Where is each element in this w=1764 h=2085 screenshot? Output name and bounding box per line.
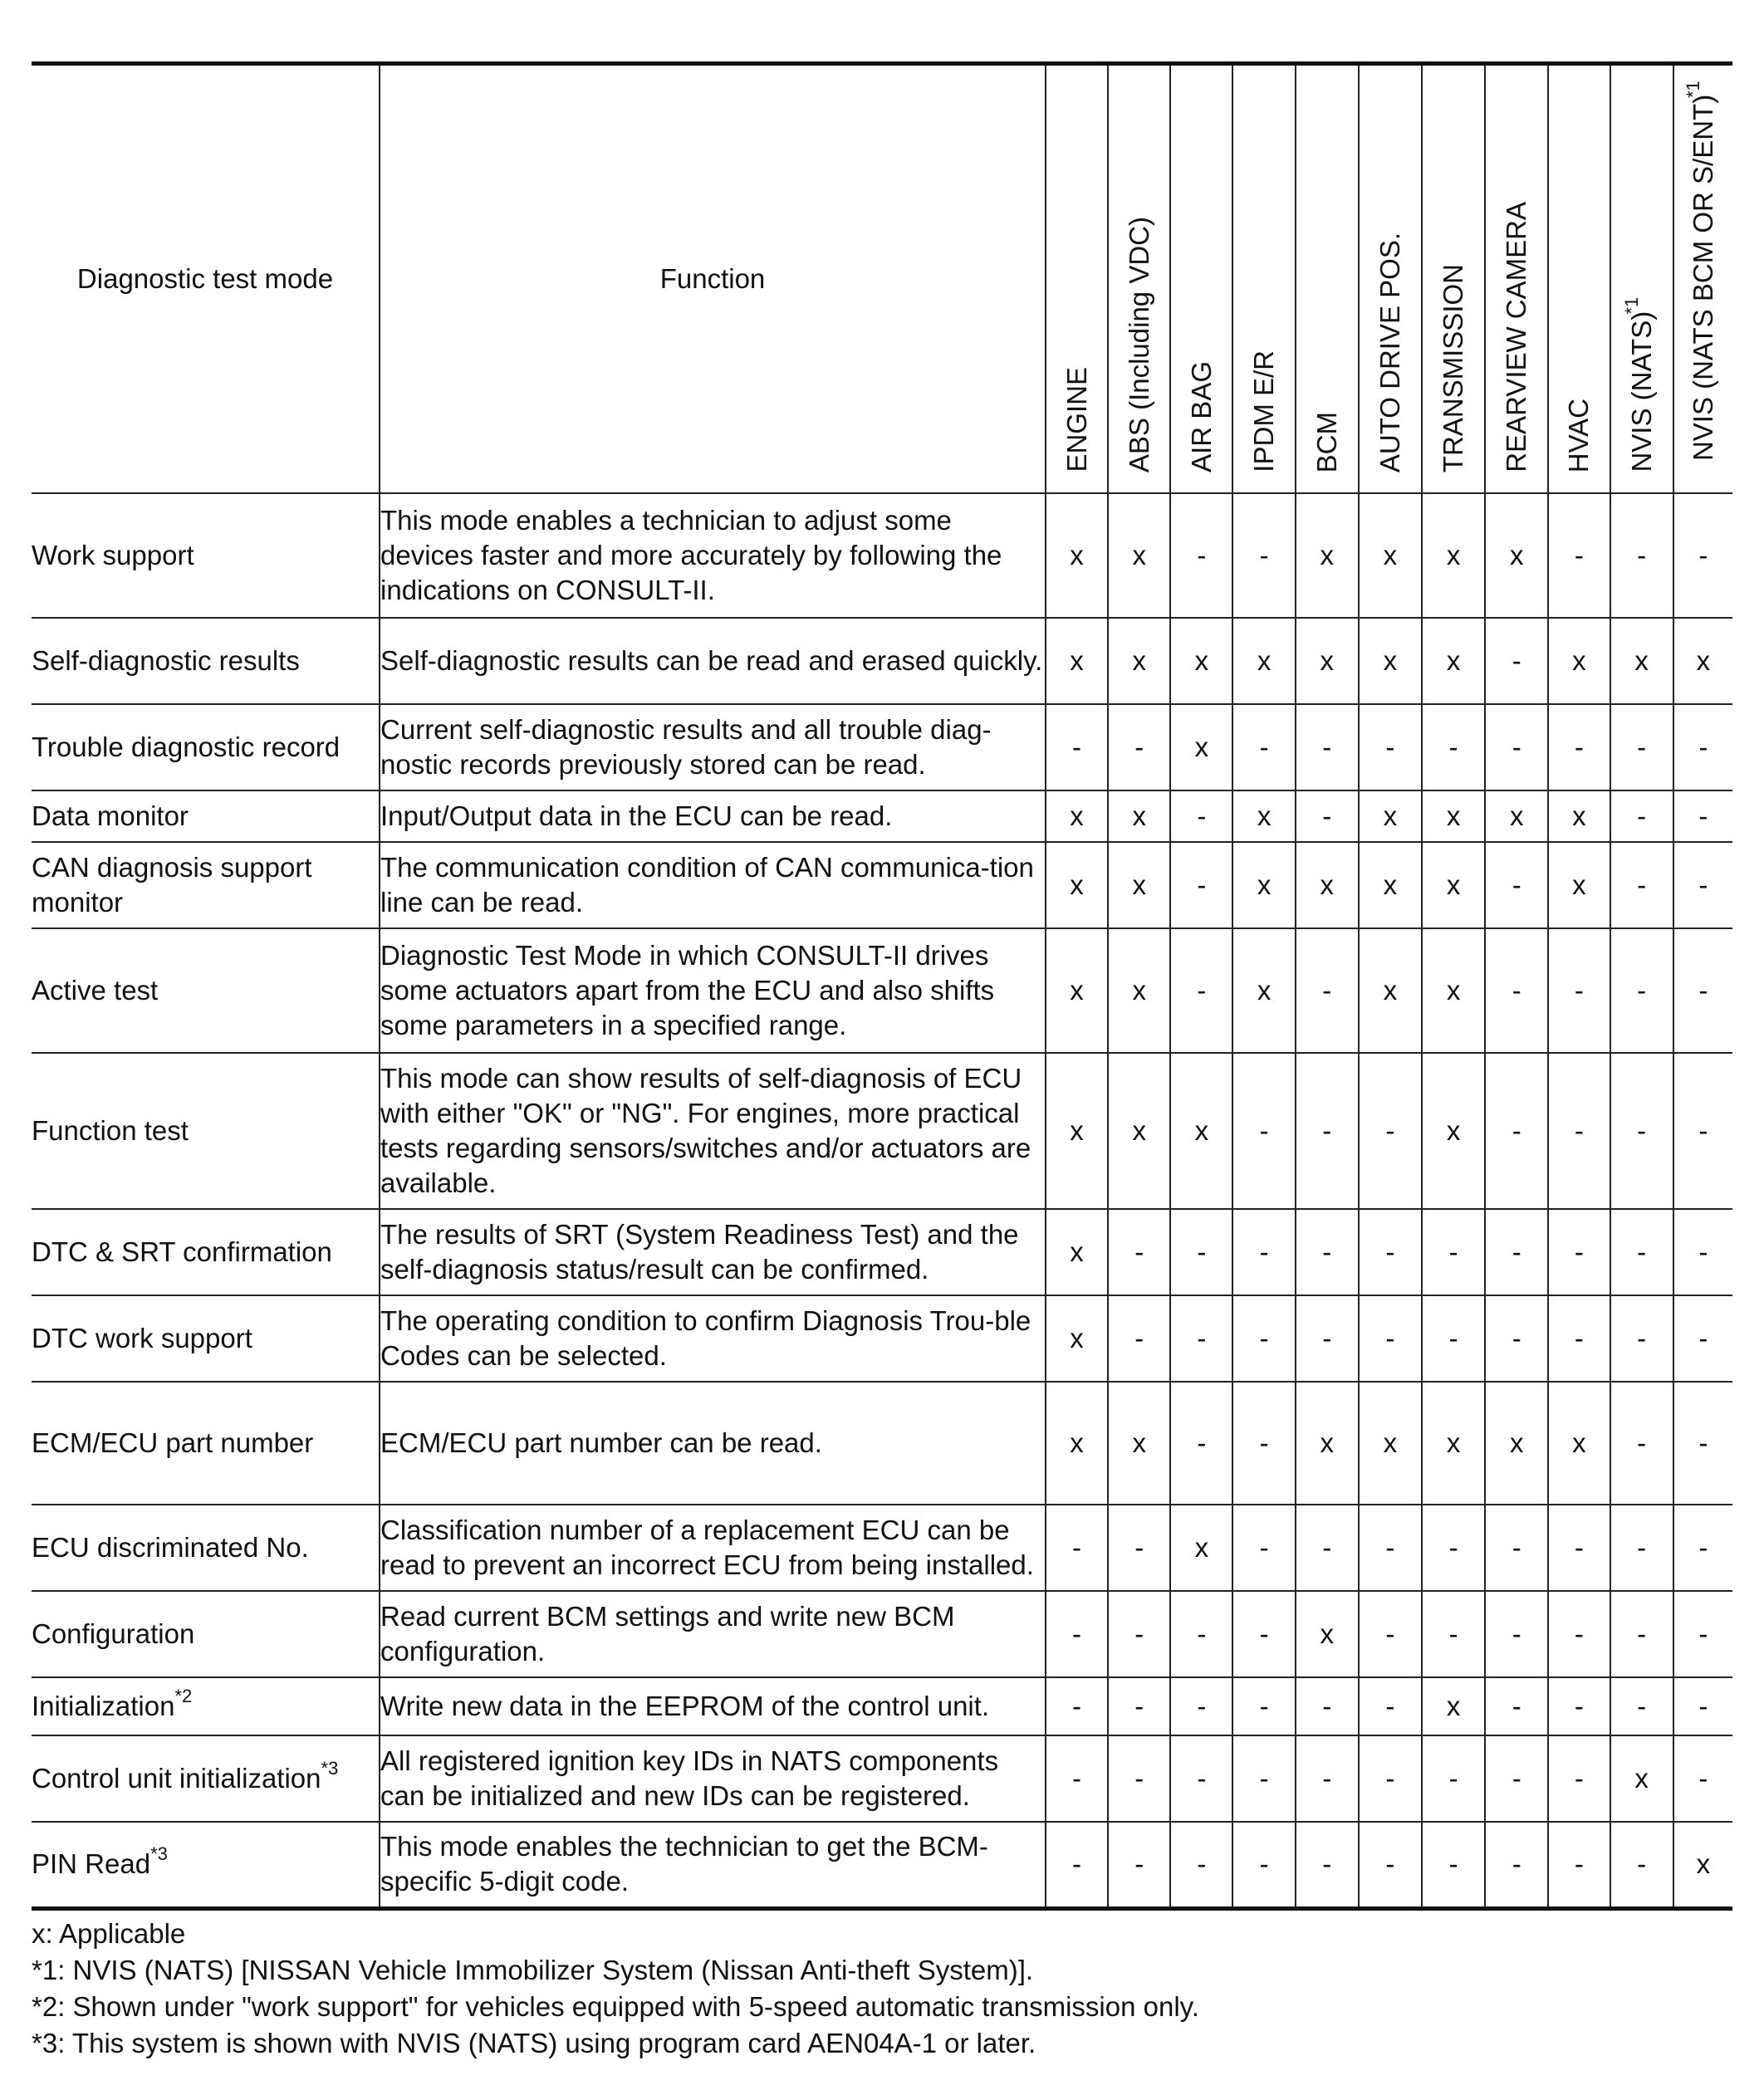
applicability-mark: - xyxy=(1232,1591,1295,1677)
applicability-mark: - xyxy=(1422,1295,1485,1382)
applicability-mark: - xyxy=(1673,1209,1732,1295)
applicability-mark: - xyxy=(1673,1505,1732,1591)
applicability-mark: - xyxy=(1359,1053,1422,1209)
table-row xyxy=(32,1053,1732,1209)
table-row xyxy=(32,1591,1732,1677)
applicability-mark: - xyxy=(1673,1382,1732,1505)
mode-name: Function test xyxy=(32,1115,189,1146)
applicability-mark: - xyxy=(1610,1505,1673,1591)
applicability-mark: - xyxy=(1108,704,1170,790)
applicability-mark: - xyxy=(1422,1591,1485,1677)
table-header-row xyxy=(32,64,1732,494)
applicability-mark: x xyxy=(1296,1382,1359,1505)
function-cell: This mode enables a technician to adjust some devices faster and more accurately by following the indications on CONSULT-II. xyxy=(380,493,1046,618)
footnote-ref: *2 xyxy=(174,1686,193,1706)
applicability-mark: x xyxy=(1548,842,1610,928)
table-row xyxy=(32,1822,1732,1908)
applicability-mark: x xyxy=(1046,1209,1108,1295)
mode-cell xyxy=(32,1677,380,1735)
table-row xyxy=(32,704,1732,790)
applicability-mark: - xyxy=(1296,1295,1359,1382)
applicability-mark: x xyxy=(1108,493,1170,618)
system-label-text: HVAC xyxy=(1563,398,1595,472)
diagnostic-mode-table xyxy=(32,61,1732,1911)
footnote-ref: *1 xyxy=(1620,297,1642,316)
mode-name: DTC & SRT confirmation xyxy=(32,1236,332,1267)
applicability-mark: - xyxy=(1548,1677,1610,1735)
function-cell: Write new data in the EEPROM of the control unit. xyxy=(380,1677,1046,1735)
applicability-mark: - xyxy=(1296,704,1359,790)
mode-name: Self-diagnostic results xyxy=(32,645,300,676)
applicability-mark: x xyxy=(1359,618,1422,704)
mode-cell xyxy=(32,1822,380,1908)
applicability-mark: - xyxy=(1610,704,1673,790)
applicability-mark: - xyxy=(1232,1505,1295,1591)
table-row xyxy=(32,1735,1732,1822)
table-row xyxy=(32,1382,1732,1505)
mode-cell xyxy=(32,704,380,790)
system-column-header xyxy=(1296,64,1359,494)
applicability-mark: x xyxy=(1485,1382,1548,1505)
footnote-line: x: Applicable xyxy=(32,1917,186,1949)
applicability-mark: - xyxy=(1610,1677,1673,1735)
applicability-mark: x xyxy=(1046,928,1108,1053)
applicability-mark: x xyxy=(1046,1053,1108,1209)
footnote-line: *1: NVIS (NATS) [NISSAN Vehicle Immobilizer System (Nissan Anti-theft System)]. xyxy=(32,1954,1034,1985)
applicability-mark: x xyxy=(1610,1735,1673,1822)
applicability-mark: - xyxy=(1170,928,1232,1053)
applicability-mark: - xyxy=(1108,1677,1170,1735)
mode-cell xyxy=(32,1591,380,1677)
applicability-mark: - xyxy=(1359,1505,1422,1591)
function-cell: This mode enables the technician to get the BCM-specific 5-digit code. xyxy=(380,1822,1046,1908)
applicability-mark: x xyxy=(1296,842,1359,928)
applicability-mark: - xyxy=(1673,493,1732,618)
system-column-header xyxy=(1485,64,1548,494)
applicability-mark: - xyxy=(1673,1735,1732,1822)
footnote-ref: *3 xyxy=(321,1758,339,1779)
applicability-mark: x xyxy=(1422,928,1485,1053)
applicability-mark: x xyxy=(1673,1822,1732,1908)
system-label xyxy=(1561,399,1596,472)
applicability-mark: - xyxy=(1232,493,1295,618)
applicability-mark: - xyxy=(1108,1591,1170,1677)
applicability-mark: x xyxy=(1673,618,1732,704)
mode-cell xyxy=(32,790,380,842)
mode-cell xyxy=(32,1505,380,1591)
applicability-mark: - xyxy=(1108,1822,1170,1908)
applicability-mark: - xyxy=(1422,1735,1485,1822)
applicability-mark: - xyxy=(1485,1677,1548,1735)
system-label-text: AUTO DRIVE POS. xyxy=(1374,232,1405,472)
applicability-mark: - xyxy=(1170,1677,1232,1735)
applicability-mark: - xyxy=(1673,1295,1732,1382)
applicability-mark: - xyxy=(1548,704,1610,790)
table-row xyxy=(32,493,1732,618)
applicability-mark: - xyxy=(1485,1735,1548,1822)
applicability-mark: - xyxy=(1359,1735,1422,1822)
system-column-header xyxy=(1610,64,1673,494)
applicability-mark: - xyxy=(1170,1591,1232,1677)
system-label-text: AIR BAG xyxy=(1185,361,1217,472)
system-column-header xyxy=(1359,64,1422,494)
applicability-mark: x xyxy=(1108,618,1170,704)
applicability-mark: - xyxy=(1359,1295,1422,1382)
applicability-mark: x xyxy=(1359,1382,1422,1505)
footnote-ref: *3 xyxy=(150,1843,168,1865)
applicability-mark: - xyxy=(1170,493,1232,618)
function-cell: Classification number of a replacement ECU can be read to prevent an incorrect ECU from being installed. xyxy=(380,1505,1046,1591)
mode-name: Data monitor xyxy=(32,800,189,831)
applicability-mark: - xyxy=(1548,1591,1610,1677)
applicability-mark: x xyxy=(1170,1505,1232,1591)
system-column-header xyxy=(1170,64,1232,494)
table-row xyxy=(32,1295,1732,1382)
applicability-mark: - xyxy=(1610,1209,1673,1295)
footnotes xyxy=(32,1916,1732,2062)
applicability-mark: - xyxy=(1485,1505,1548,1591)
applicability-mark: x xyxy=(1296,1591,1359,1677)
applicability-mark: x xyxy=(1296,493,1359,618)
applicability-mark: x xyxy=(1232,842,1295,928)
applicability-mark: - xyxy=(1422,1209,1485,1295)
footnote-line: *2: Shown under "work support" for vehicles equipped with 5-speed automatic transmission only. xyxy=(32,1990,1199,2022)
applicability-mark: - xyxy=(1108,1735,1170,1822)
applicability-mark: x xyxy=(1046,842,1108,928)
system-column-header xyxy=(1046,64,1108,494)
mode-cell xyxy=(32,1735,380,1822)
function-cell: Current self-diagnostic results and all trouble diag-nostic records previously stored can be read. xyxy=(380,704,1046,790)
applicability-mark: x xyxy=(1548,790,1610,842)
applicability-mark: - xyxy=(1422,1505,1485,1591)
applicability-mark: - xyxy=(1232,1295,1295,1382)
system-label xyxy=(1436,264,1471,472)
applicability-mark: - xyxy=(1359,1822,1422,1908)
mode-cell xyxy=(32,1382,380,1505)
applicability-mark: x xyxy=(1170,1053,1232,1209)
applicability-mark: - xyxy=(1232,1382,1295,1505)
applicability-mark: x xyxy=(1422,1053,1485,1209)
applicability-mark: - xyxy=(1610,493,1673,618)
mode-cell xyxy=(32,618,380,704)
applicability-mark: x xyxy=(1046,790,1108,842)
applicability-mark: x xyxy=(1359,493,1422,618)
system-label-text: NVIS (NATS BCM OR S/ENT) xyxy=(1687,94,1718,462)
applicability-mark: - xyxy=(1485,1053,1548,1209)
system-label xyxy=(1310,412,1345,472)
applicability-mark: - xyxy=(1673,928,1732,1053)
function-cell: Self-diagnostic results can be read and erased quickly. xyxy=(380,618,1046,704)
applicability-mark: - xyxy=(1610,1053,1673,1209)
applicability-mark: x xyxy=(1108,842,1170,928)
applicability-mark: - xyxy=(1108,1505,1170,1591)
applicability-mark: x xyxy=(1170,618,1232,704)
applicability-mark: - xyxy=(1296,1505,1359,1591)
applicability-mark: - xyxy=(1296,1209,1359,1295)
applicability-mark: - xyxy=(1046,1591,1108,1677)
function-cell: Read current BCM settings and write new BCM configuration. xyxy=(380,1591,1046,1677)
applicability-mark: - xyxy=(1232,1053,1295,1209)
function-cell: All registered ignition key IDs in NATS components can be initialized and new IDs can be registered. xyxy=(380,1735,1046,1822)
applicability-mark: - xyxy=(1548,1735,1610,1822)
applicability-mark: x xyxy=(1046,618,1108,704)
function-cell: The operating condition to confirm Diagnosis Trou-ble Codes can be selected. xyxy=(380,1295,1046,1382)
applicability-mark: - xyxy=(1673,842,1732,928)
applicability-mark: - xyxy=(1610,1591,1673,1677)
applicability-mark: - xyxy=(1170,842,1232,928)
applicability-mark: - xyxy=(1548,928,1610,1053)
applicability-mark: x xyxy=(1422,790,1485,842)
table-body xyxy=(32,493,1732,1908)
header-function xyxy=(380,64,1046,494)
applicability-mark: - xyxy=(1673,790,1732,842)
function-cell: Input/Output data in the ECU can be read. xyxy=(380,790,1046,842)
applicability-mark: - xyxy=(1170,1822,1232,1908)
applicability-mark: - xyxy=(1170,790,1232,842)
applicability-mark: - xyxy=(1359,1591,1422,1677)
applicability-mark: - xyxy=(1548,1053,1610,1209)
applicability-mark: - xyxy=(1485,1209,1548,1295)
header-diagnostic-test-mode xyxy=(32,64,380,494)
applicability-mark: x xyxy=(1046,1382,1108,1505)
applicability-mark: - xyxy=(1046,1677,1108,1735)
applicability-mark: x xyxy=(1296,618,1359,704)
applicability-mark: - xyxy=(1610,790,1673,842)
applicability-mark: - xyxy=(1046,704,1108,790)
applicability-mark: - xyxy=(1485,618,1548,704)
applicability-mark: - xyxy=(1422,1822,1485,1908)
applicability-mark: - xyxy=(1673,1591,1732,1677)
table-row xyxy=(32,928,1732,1053)
system-label xyxy=(1122,217,1157,472)
table-row xyxy=(32,842,1732,928)
system-label xyxy=(1682,77,1721,462)
applicability-mark: - xyxy=(1296,790,1359,842)
system-label-text: ABS (Including VDC) xyxy=(1123,216,1154,472)
applicability-mark: - xyxy=(1170,1209,1232,1295)
applicability-mark: - xyxy=(1548,1295,1610,1382)
applicability-mark: x xyxy=(1422,1677,1485,1735)
diagnostic-mode-document xyxy=(32,61,1732,2062)
applicability-mark: - xyxy=(1422,704,1485,790)
applicability-mark: - xyxy=(1359,1677,1422,1735)
system-label-text: TRANSMISSION xyxy=(1438,263,1469,472)
applicability-mark: - xyxy=(1548,1209,1610,1295)
mode-name: PIN Read xyxy=(32,1848,151,1880)
applicability-mark: x xyxy=(1610,618,1673,704)
applicability-mark: x xyxy=(1232,928,1295,1053)
footnote-ref: *1 xyxy=(1682,81,1703,98)
applicability-mark: x xyxy=(1046,1295,1108,1382)
function-cell: The communication condition of CAN communica-tion line can be read. xyxy=(380,842,1046,928)
applicability-mark: - xyxy=(1673,1677,1732,1735)
applicability-mark: - xyxy=(1485,1591,1548,1677)
applicability-mark: x xyxy=(1108,928,1170,1053)
applicability-mark: x xyxy=(1046,493,1108,618)
applicability-mark: - xyxy=(1232,1735,1295,1822)
system-label-text: IPDM E/R xyxy=(1248,350,1280,472)
system-label xyxy=(1373,232,1408,472)
system-label-text: BCM xyxy=(1311,411,1342,472)
applicability-mark: x xyxy=(1170,704,1232,790)
applicability-mark: - xyxy=(1485,704,1548,790)
applicability-mark: x xyxy=(1422,1382,1485,1505)
applicability-mark: - xyxy=(1548,493,1610,618)
mode-cell xyxy=(32,1053,380,1209)
applicability-mark: - xyxy=(1673,704,1732,790)
applicability-mark: - xyxy=(1296,928,1359,1053)
applicability-mark: - xyxy=(1485,1295,1548,1382)
applicability-mark: - xyxy=(1548,1505,1610,1591)
header-mode-label: Diagnostic test mode xyxy=(76,263,334,294)
system-label xyxy=(1620,294,1659,472)
mode-name: CAN diagnosis support monitor xyxy=(32,852,312,918)
mode-cell xyxy=(32,493,380,618)
applicability-mark: x xyxy=(1108,1053,1170,1209)
system-column-header xyxy=(1548,64,1610,494)
applicability-mark: x xyxy=(1485,493,1548,618)
applicability-mark: - xyxy=(1485,842,1548,928)
applicability-mark: - xyxy=(1673,1053,1732,1209)
applicability-mark: - xyxy=(1610,1822,1673,1908)
applicability-mark: - xyxy=(1170,1295,1232,1382)
applicability-mark: - xyxy=(1170,1735,1232,1822)
system-label xyxy=(1247,350,1281,472)
applicability-mark: - xyxy=(1610,842,1673,928)
applicability-mark: - xyxy=(1232,1822,1295,1908)
applicability-mark: x xyxy=(1359,790,1422,842)
applicability-mark: - xyxy=(1046,1505,1108,1591)
applicability-mark: - xyxy=(1170,1382,1232,1505)
applicability-mark: x xyxy=(1232,790,1295,842)
applicability-mark: - xyxy=(1548,1822,1610,1908)
applicability-mark: - xyxy=(1046,1822,1108,1908)
applicability-mark: - xyxy=(1296,1735,1359,1822)
system-column-header xyxy=(1422,64,1485,494)
applicability-mark: - xyxy=(1485,1822,1548,1908)
applicability-mark: - xyxy=(1610,1295,1673,1382)
table-row xyxy=(32,1677,1732,1735)
applicability-mark: - xyxy=(1046,1735,1108,1822)
mode-cell xyxy=(32,1295,380,1382)
system-label xyxy=(1060,367,1095,472)
header-function-label: Function xyxy=(659,263,766,294)
table-row xyxy=(32,790,1732,842)
table-row xyxy=(32,618,1732,704)
applicability-mark: - xyxy=(1610,1382,1673,1505)
applicability-mark: x xyxy=(1422,842,1485,928)
function-cell: This mode can show results of self-diagnosis of ECU with either "OK" or "NG". For engines, more practical tests regarding sensors/switches and/or actuators are available. xyxy=(380,1053,1046,1209)
applicability-mark: - xyxy=(1610,928,1673,1053)
applicability-mark: x xyxy=(1232,618,1295,704)
applicability-mark: - xyxy=(1108,1295,1170,1382)
function-cell: ECM/ECU part number can be read. xyxy=(380,1382,1046,1505)
footnote-line: *3: This system is shown with NVIS (NATS) using program card AEN04A-1 or later. xyxy=(32,2027,1036,2058)
applicability-mark: - xyxy=(1485,928,1548,1053)
mode-name: ECM/ECU part number xyxy=(32,1427,314,1458)
function-cell: The results of SRT (System Readiness Test) and the self-diagnosis status/result can be confirmed. xyxy=(380,1209,1046,1295)
table-row xyxy=(32,1505,1732,1591)
applicability-mark: x xyxy=(1422,493,1485,618)
mode-cell xyxy=(32,1209,380,1295)
applicability-mark: - xyxy=(1232,704,1295,790)
system-label-text: REARVIEW CAMERA xyxy=(1501,202,1532,472)
applicability-mark: - xyxy=(1296,1053,1359,1209)
system-label xyxy=(1184,361,1219,472)
applicability-mark: x xyxy=(1422,618,1485,704)
applicability-mark: - xyxy=(1359,1209,1422,1295)
applicability-mark: x xyxy=(1359,928,1422,1053)
applicability-mark: - xyxy=(1232,1677,1295,1735)
system-label-text: ENGINE xyxy=(1061,367,1092,472)
table-row xyxy=(32,1209,1732,1295)
system-column-header xyxy=(1108,64,1170,494)
applicability-mark: x xyxy=(1485,790,1548,842)
mode-name: Active test xyxy=(32,975,159,1006)
system-column-header xyxy=(1673,64,1732,494)
applicability-mark: - xyxy=(1296,1822,1359,1908)
system-column-header xyxy=(1232,64,1295,494)
applicability-mark: - xyxy=(1359,704,1422,790)
mode-cell xyxy=(32,842,380,928)
mode-name: DTC work support xyxy=(32,1323,252,1353)
mode-name: Control unit initialization xyxy=(32,1763,321,1794)
applicability-mark: - xyxy=(1296,1677,1359,1735)
applicability-mark: x xyxy=(1108,790,1170,842)
function-cell: Diagnostic Test Mode in which CONSULT-II drives some actuators apart from the ECU and also shifts some parameters in a specified range. xyxy=(380,928,1046,1053)
applicability-mark: x xyxy=(1108,1382,1170,1505)
applicability-mark: - xyxy=(1108,1209,1170,1295)
mode-name: Trouble diagnostic record xyxy=(32,732,341,762)
mode-name: Configuration xyxy=(32,1618,195,1649)
system-label xyxy=(1499,202,1534,472)
system-label-text: NVIS (NATS) xyxy=(1625,311,1657,472)
mode-name: Initialization xyxy=(32,1691,175,1721)
mode-name: Work support xyxy=(32,540,194,570)
applicability-mark: x xyxy=(1548,1382,1610,1505)
applicability-mark: x xyxy=(1359,842,1422,928)
applicability-mark: - xyxy=(1232,1209,1295,1295)
applicability-mark: x xyxy=(1548,618,1610,704)
mode-cell xyxy=(32,928,380,1053)
mode-name: ECU discriminated No. xyxy=(32,1532,309,1563)
